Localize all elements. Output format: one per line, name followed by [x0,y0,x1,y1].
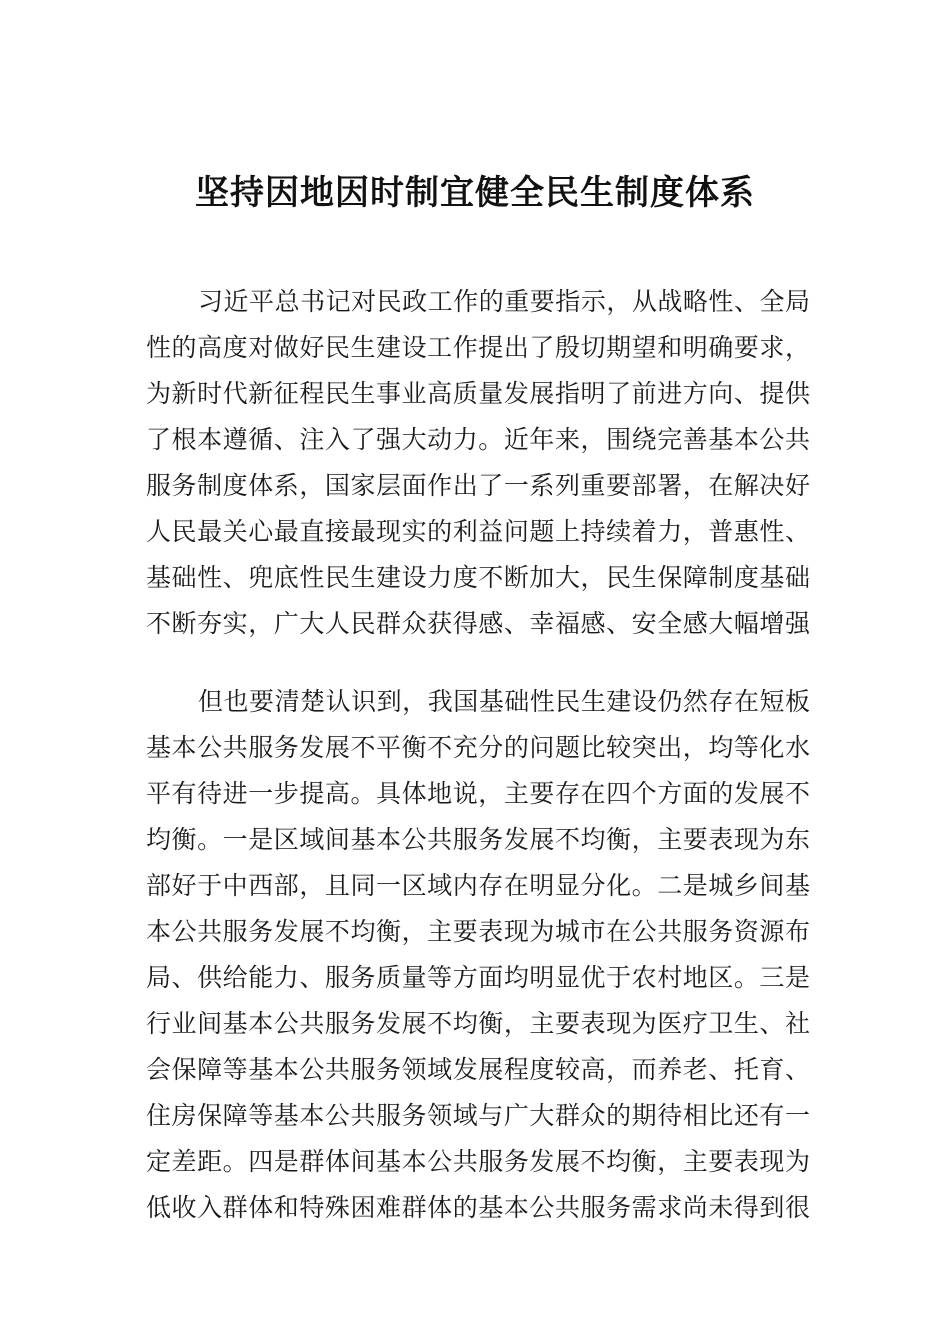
paragraph-line: 不断夯实，广大人民群众获得感、幸福感、安全感大幅增强 [146,609,810,638]
paragraph-line: 会保障等基本公共服务领域发展程度较高，而养老、托育、 [146,1055,810,1084]
paragraph-line: 行业间基本公共服务发展不均衡，主要表现为医疗卫生、社 [146,1009,810,1038]
paragraph-line: 服务制度体系，国家层面作出了一系列重要部署，在解决好 [146,471,810,500]
paragraph-line: 低收入群体和特殊困难群体的基本公共服务需求尚未得到很 [146,1193,810,1222]
paragraph-line: 了根本遵循、注入了强大动力。近年来，围绕完善基本公共 [146,425,810,454]
paragraph-line: 习近平总书记对民政工作的重要指示，从战略性、全局 [198,287,810,316]
paragraph-line: 性的高度对做好民生建设工作提出了殷切期望和明确要求， [146,333,810,362]
paragraph-line: 均衡。一是区域间基本公共服务发展不均衡，主要表现为东 [146,825,810,854]
paragraph-line: 人民最关心最直接最现实的利益问题上持续着力，普惠性、 [146,517,810,546]
paragraph-line: 但也要清楚认识到，我国基础性民生建设仍然存在短板 [198,687,810,716]
paragraph-line: 住房保障等基本公共服务领域与广大群众的期待相比还有一 [146,1101,810,1130]
paragraph-line: 为新时代新征程民生事业高质量发展指明了前进方向、提供 [146,379,810,408]
paragraph-line: 平有待进一步提高。具体地说，主要存在四个方面的发展不 [146,779,810,808]
paragraph-line: 局、供给能力、服务质量等方面均明显优于农村地区。三是 [146,963,810,992]
paragraph-line: 基础性、兜底性民生建设力度不断加大，民生保障制度基础 [146,563,810,592]
paragraph-line: 部好于中西部，且同一区域内存在明显分化。二是城乡间基 [146,871,810,900]
paragraph-line: 本公共服务发展不均衡，主要表现为城市在公共服务资源布 [146,917,810,946]
paragraph-1 [146,279,810,647]
paragraph-line: 定差距。四是群体间基本公共服务发展不均衡，主要表现为 [146,1147,810,1176]
paragraph-2 [146,679,810,1231]
document-title: 坚持因地因时制宜健全民生制度体系 [195,173,755,213]
paragraph-line: 基本公共服务发展不平衡不充分的问题比较突出，均等化水 [146,733,810,762]
